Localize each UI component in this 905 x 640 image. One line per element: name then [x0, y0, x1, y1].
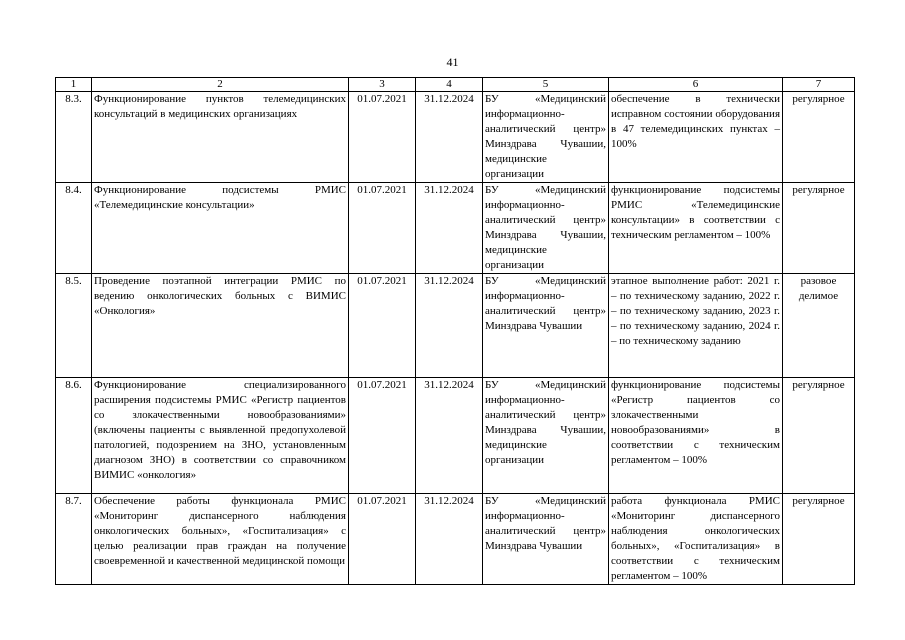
page-number: 41 [446, 55, 459, 69]
executor: БУ «Медицинский информационно-аналитический центр» Минздрава Чувашии, медицинские организации [483, 183, 609, 274]
column-number: 1 [56, 78, 92, 92]
column-number: 3 [349, 78, 416, 92]
activity-name: Функционирование специализированного расширения подсистемы РМИС «Регистр пациентов со злокачественными новообразованиями» (включены пациенты с выявленной предопухолевой патологией, подозрением на ЗНО, установленным диагнозом ЗНО) в соответствии со справочником ВИМИС «онкология» [92, 378, 349, 494]
executor: БУ «Медицинский информационно-аналитический центр» Минздрава Чувашии, медицинские организации [483, 92, 609, 183]
expected-result: этапное выполнение работ: 2021 г. – по техническому заданию, 2022 г. – по техническому заданию, 2023 г. – по техническому заданию, 2024 г. – по техническому заданию [609, 274, 783, 378]
end-date: 31.12.2024 [416, 183, 483, 274]
column-number: 4 [416, 78, 483, 92]
activity-name: Функционирование пунктов телемедицинских консультаций в медицинских организациях [92, 92, 349, 183]
activity-name: Обеспечение работы функционала РМИС «Мониторинг диспансерного наблюдения онкологических больных», «Госпитализация» с целью реализации прав граждан на получение своевременной и качественной медицинской помощи [92, 494, 349, 585]
start-date: 01.07.2021 [349, 183, 416, 274]
end-date: 31.12.2024 [416, 378, 483, 494]
end-date: 31.12.2024 [416, 274, 483, 378]
start-date: 01.07.2021 [349, 378, 416, 494]
row-number: 8.7. [56, 494, 92, 585]
table-row [56, 494, 855, 585]
table-row [56, 183, 855, 274]
executor: БУ «Медицинский информационно-аналитический центр» Минздрава Чувашии [483, 274, 609, 378]
row-number: 8.6. [56, 378, 92, 494]
expected-result: работа функционала РМИС «Мониторинг диспансерного наблюдения онкологических больных», «Госпитализация» в соответствии с техническим регламентом – 100% [609, 494, 783, 585]
periodicity: регулярное [783, 92, 855, 183]
start-date: 01.07.2021 [349, 274, 416, 378]
column-number: 5 [483, 78, 609, 92]
column-number: 6 [609, 78, 783, 92]
end-date: 31.12.2024 [416, 92, 483, 183]
executor: БУ «Медицинский информационно-аналитический центр» Минздрава Чувашии [483, 494, 609, 585]
activity-name: Функционирование подсистемы РМИС «Телемедицинские консультации» [92, 183, 349, 274]
document-table [55, 77, 855, 585]
table-row [56, 274, 855, 378]
expected-result: обеспечение в технически исправном состоянии оборудования в 47 телемедицинских пунктах – 100% [609, 92, 783, 183]
row-number: 8.3. [56, 92, 92, 183]
executor: БУ «Медицинский информационно-аналитический центр» Минздрава Чувашии, медицинские организации [483, 378, 609, 494]
expected-result: функционирование подсистемы «Регистр пациентов со злокачественными новообразованиями» в соответствии с техническим регламентом – 100% [609, 378, 783, 494]
start-date: 01.07.2021 [349, 494, 416, 585]
periodicity: регулярное [783, 494, 855, 585]
expected-result: функционирование подсистемы РМИС «Телемедицинские консультации» в соответствии с техническим регламентом – 100% [609, 183, 783, 274]
activity-name: Проведение поэтапной интеграции РМИС по ведению онкологических больных с ВИМИС «Онкология» [92, 274, 349, 378]
periodicity: регулярное [783, 378, 855, 494]
column-number: 2 [92, 78, 349, 92]
periodicity: регулярное [783, 183, 855, 274]
column-number: 7 [783, 78, 855, 92]
column-number-row [56, 78, 855, 92]
table-row [56, 92, 855, 183]
table-row [56, 378, 855, 494]
start-date: 01.07.2021 [349, 92, 416, 183]
end-date: 31.12.2024 [416, 494, 483, 585]
periodicity: разовое делимое [783, 274, 855, 378]
row-number: 8.5. [56, 274, 92, 378]
row-number: 8.4. [56, 183, 92, 274]
